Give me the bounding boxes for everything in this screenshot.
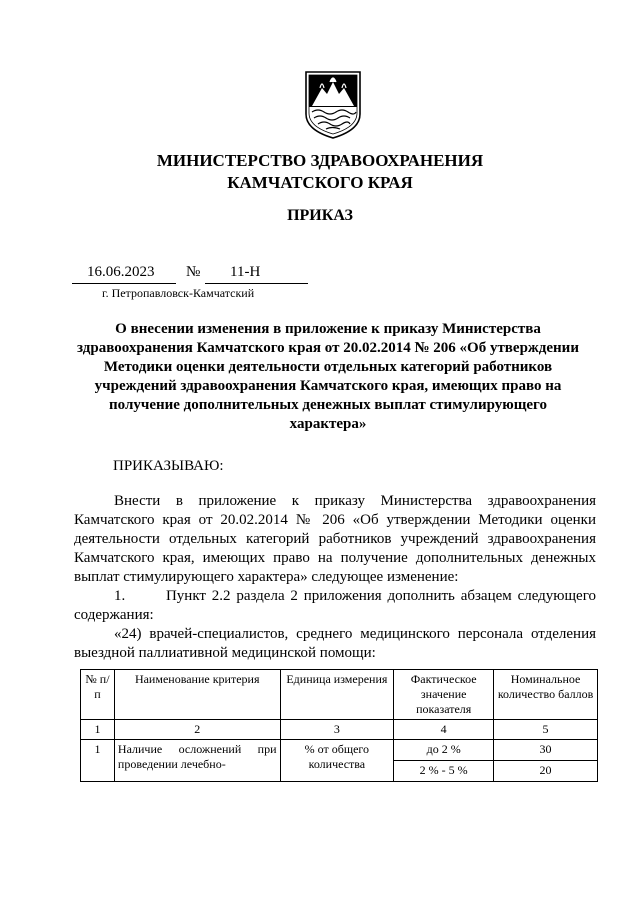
points-cell: 30 [494, 740, 598, 761]
item-1-number: 1. [114, 588, 126, 604]
item-24-paragraph: «24) врачей-специалистов, среднего медицинского персонала отделения выездной паллиативной медицинской помощи: [74, 626, 596, 661]
subject-line-5: получение дополнительных денежных выплат стимулирующего [109, 397, 547, 413]
date-underline [72, 283, 176, 284]
table-column-numbers-row [81, 720, 598, 740]
subject-line-1: О внесении изменения в приложение к приказу Министерства [115, 321, 541, 337]
order-number: 11-Н [230, 264, 261, 280]
column-number: 1 [81, 720, 115, 740]
item-1-paragraph [74, 587, 596, 625]
document-type: ПРИКАЗ [287, 207, 353, 224]
criterion-cell: Наличие осложнений при проведении лечебно- [114, 740, 280, 782]
ministry-line-1: МИНИСТЕРСТВО ЗДРАВООХРАНЕНИЯ [156, 151, 484, 170]
ministry-name [40, 150, 600, 194]
header-points: Номинальное количество баллов [494, 670, 598, 720]
points-cell: 20 [494, 761, 598, 782]
header-number: № п/п [81, 670, 115, 720]
value-cell: до 2 % [394, 740, 494, 761]
table-header-row [81, 670, 598, 720]
table-row [81, 740, 598, 761]
header-criterion: Наименование критерия [114, 670, 280, 720]
order-subject [62, 320, 594, 434]
subject-line-6: характера» [289, 416, 367, 432]
order-date: 16.06.2023 [87, 264, 155, 280]
order-body [74, 492, 596, 663]
intro-paragraph: Внести в приложение к приказу Министерства здравоохранения Камчатского края от 20.02.2014 № 206 «Об утверждении Методики оценки деятельности отдельных категорий работников учреждений здравоохранения Камчатского края, имеющих право на получение дополнительных денежных выплат стимулирующего характера» следующее изменение: [74, 493, 596, 585]
header-unit: Единица измерения [280, 670, 394, 720]
column-number: 4 [394, 720, 494, 740]
item-1-text: Пункт 2.2 раздела 2 приложения дополнить абзацем следующего содержания: [74, 588, 596, 623]
header-actual-value: Фактическое значение показателя [394, 670, 494, 720]
number-sign: № [186, 264, 201, 280]
subject-line-2: здравоохранения Камчатского края от 20.02.2014 № 206 «Об утверждении [77, 340, 579, 356]
column-number: 2 [114, 720, 280, 740]
subject-line-4: учреждений здравоохранения Камчатского края, имеющих право на [94, 378, 562, 394]
column-number: 5 [494, 720, 598, 740]
row-number: 1 [81, 740, 115, 782]
subject-line-3: Методики оценки деятельности отдельных категорий работников [103, 359, 553, 375]
value-cell: 2 % - 5 % [394, 761, 494, 782]
decree-word: ПРИКАЗЫВАЮ: [113, 458, 224, 474]
kamchatka-coat-of-arms-icon [300, 68, 366, 140]
unit-cell: % от общего количества [280, 740, 394, 782]
criteria-table [80, 669, 598, 782]
number-underline [205, 283, 308, 284]
city-name: г. Петропавловск-Камчатский [102, 286, 255, 300]
ministry-line-2: КАМЧАТСКОГО КРАЯ [227, 173, 413, 192]
column-number: 3 [280, 720, 394, 740]
